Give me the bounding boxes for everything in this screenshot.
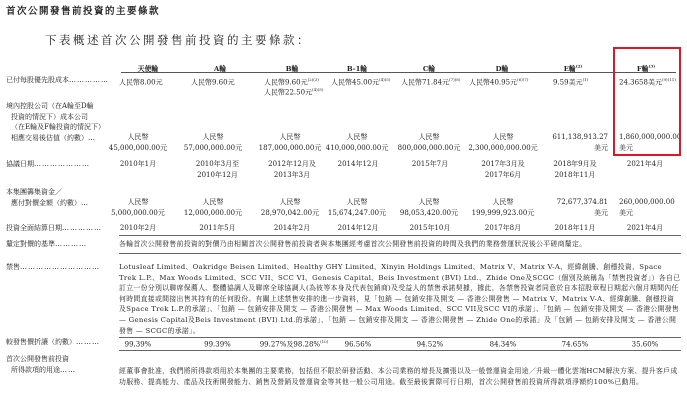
basis-text: 各輪首次公開發售前投資的對價乃由相關首次公開發售前投資者與本集團經考慮首次公開發售前投資的時間及我們的業務營運狀況後公平磋商釐定。 — [119, 240, 587, 248]
cell-agreement-angel: 2010年1月 — [119, 160, 157, 168]
col-head-angel: 天使輪 — [137, 65, 159, 73]
cell-funds-f: 260,000,000.00 美元 — [619, 198, 675, 217]
col-head-b1: B-1輪 — [346, 65, 368, 73]
cell-funds-e: 72,677,374.81 美元 — [556, 198, 608, 217]
cell-valuation-d: 人民幣 2,300,000,000.00元 — [468, 133, 538, 152]
cell-valuation-b1: 人民幣 410,000,000.00元 — [325, 133, 389, 152]
cell-valuation-a: 人民幣 57,000,000.00元 — [183, 133, 243, 152]
cell-valuation-f: 1,860,000,000.00 美元 — [619, 133, 682, 152]
row-label-funds: 本集團籌集資金／ 應付對價金額（約數）… — [6, 188, 89, 207]
col-head-a: A輪 — [213, 65, 227, 73]
cell-agreement-b: 2012年12月及 2013年3月 — [268, 160, 316, 179]
cell-valuation-b: 人民幣 187,000,000.00元 — [258, 133, 322, 152]
cell-price-c: 人民幣71.84元$^{(7)(8)}$ — [401, 77, 461, 87]
cell-settle-angel: 2010年2月 — [119, 224, 157, 232]
row-label-proceeds: 首次公開發售前投資 所得款項的用途…… — [6, 355, 76, 374]
cell-agreement-d: 2017年3月及 2017年6月 — [481, 160, 525, 179]
row-divider — [119, 235, 681, 236]
cell-discount-d: 84.34% — [489, 340, 517, 349]
row-label-valuation: 境內控股公司（在A輪至D輪 投資的情況下）成本公司 （在E輪及F輪投資的情況下） 相應交易後估值（約數）… — [6, 102, 105, 142]
cell-discount-angel: 99.39% — [124, 340, 152, 349]
cell-discount-b: 99.27%及98.28%$^{(10)}$ — [259, 339, 329, 349]
cell-settle-b1: 2014年12月 — [337, 224, 379, 232]
row-divider — [119, 350, 681, 351]
cell-agreement-a: 2010年3月至 2010年12月 — [195, 160, 240, 179]
cell-settle-f: 2021年4月 — [626, 224, 664, 232]
cell-valuation-e: 611,138,913.27 美元 — [552, 133, 608, 152]
table-intro: 下表概述首次公開發售前投資的主要條款： — [45, 33, 311, 47]
cell-discount-b1: 96.56% — [344, 340, 372, 349]
cell-price-b: 人民幣9.60元$^{(2)(3)}$ — [264, 77, 319, 87]
cell-agreement-f: 2021年4月 — [626, 160, 664, 168]
cell-agreement-e: 2018年9月及 2018年11月 — [553, 160, 597, 179]
cell-price-b1: 人民幣45.00元$^{(4)(5)}$ — [331, 77, 391, 87]
col-head-b: B輪 — [285, 65, 299, 73]
cell-funds-a: 人民幣 12,000,000.00元 — [183, 198, 243, 217]
row-label-lockup: 禁售………………………… — [6, 263, 100, 271]
cell-price-f: 24.3658美元$^{(9)(11)}$ — [619, 77, 676, 87]
col-head-c: C輪 — [422, 65, 436, 73]
row-label-settlement: 投資全面結算日期…………… — [6, 224, 102, 232]
cell-valuation-c: 人民幣 800,000,000.00元 — [397, 133, 461, 152]
cell-settle-d: 2017年8月 — [484, 224, 522, 232]
cell-funds-c: 人民幣 98,053,420.00元 — [399, 198, 459, 217]
row-label-discount: 較發售價折讓（約數）……… — [6, 338, 100, 346]
row-divider — [119, 253, 681, 254]
row-label-agreement-date: 協議日期………………… — [6, 160, 90, 168]
cell-price-angel: 人民幣8.00元 — [119, 78, 163, 87]
cell-settle-b: 2014年2月 — [273, 224, 311, 232]
cell-price-d: 人民幣40.95元$^{(6)(7)}$ — [469, 77, 529, 87]
cell-discount-f: 35.60% — [631, 340, 659, 349]
header-rule — [121, 72, 676, 73]
proceeds-text: 經董事會批准，我們將所得款項用於本集團的主要業務，包括但不限於研發活動、本公司業務的增長及擴張以及一般營運資金用途／升級一體化雲端HCM解決方案、提升客戶成功服務、提高能力、產品及技術開發能力、銷售及營銷及營運資金等其他一般公司用途。截至最後實際可行日期，首次公開發售前投資所得款項淨額約100%已動用。 — [119, 367, 678, 386]
cell-discount-e: 74.65% — [561, 340, 589, 349]
cell-agreement-b1: 2014年12月 — [337, 160, 379, 168]
col-head-f: F輪$^{(3)}$ — [636, 63, 656, 73]
cell-settle-a: 2011年5月 — [199, 224, 236, 232]
cell-settle-e: 2018年11月 — [554, 224, 596, 232]
row-label-basis: 釐定對價的基準………… — [6, 240, 87, 248]
cell-price-e: 9.59美元$^{(1)}$ — [553, 77, 589, 87]
cell-funds-b: 人民幣 28,970,042.00元 — [260, 198, 320, 217]
section-title: 首次公開發售前投資的主要條款 — [6, 6, 161, 17]
cell-funds-d: 人民幣 199,999,923.00元 — [471, 198, 535, 217]
cell-funds-b1: 人民幣 15,674,247.00元 — [327, 198, 387, 217]
cell-funds-angel: 人民幣 5,000,000.00元 — [111, 198, 165, 217]
cell-discount-c: 94.52% — [416, 340, 444, 349]
cell-settle-c: 2015年10月 — [409, 224, 451, 232]
cell-agreement-c: 2015年7月 — [411, 160, 449, 168]
col-head-e: E輪$^{(2)}$ — [563, 63, 583, 73]
cell-price-b-second: 人民幣22.50元$^{(4)(5)}$ — [264, 87, 324, 97]
col-head-d: D輪 — [495, 65, 509, 73]
lockup-text: Lotusleaf Limited、Oakridge Beisen Limited、Healthy GHY Limited、Xinyin Holdings Limited、Matrix V、Matrix V-A、經緯創騰、創穩投資、Space Trek L.P.、Max Woods Limited、SCC VII、SCC VI、Genesis Capital、Beis Investment (BVI) Ltd.、Zhide One及SCGC（個別及統稱為「禁售投資者」）各自已訂立一份分別以聯席保薦人、整體協調人及聯席全球協調人(為彼等本身及代表包銷商)及受益人的禁售承諾契據，據此，各禁售投資者同意於自本招股章程日期起六個月期間內任何時間直接或間接出售其持有的任何股份。有關上述禁售安排的進一步資料，見「包銷 — 包銷安排及開支 — 香港公開發售 — Matrix V、Matrix V-A、經緯創騰、創穩投資及Space Trek L.P.的承諾」、「包銷 — 包銷安排及開支 — 香港公開發售 — Max Woods Limited、SCC VII及SCC VI的承諾」、「包銷 — 包銷安排及開支 — 香港公開發售 — Genesis Capital及Beis Investment (BVI) Ltd.的承諾」、「包銷 — 包銷安排及開支 — 香港公開發售 — Zhide One的承諾」及「包銷 — 包銷安排及開支 — 香港公開發售 — SCGC的承諾」。 — [119, 263, 681, 335]
f-round-highlight-box — [613, 47, 681, 156]
cell-discount-a: 99.39% — [204, 340, 231, 349]
cell-price-a: 人民幣9.60元 — [191, 78, 235, 87]
row-label-price: 已付每股優先股成本…………… — [6, 76, 109, 84]
cell-valuation-angel: 人民幣 45,000,000.00元 — [108, 133, 168, 152]
